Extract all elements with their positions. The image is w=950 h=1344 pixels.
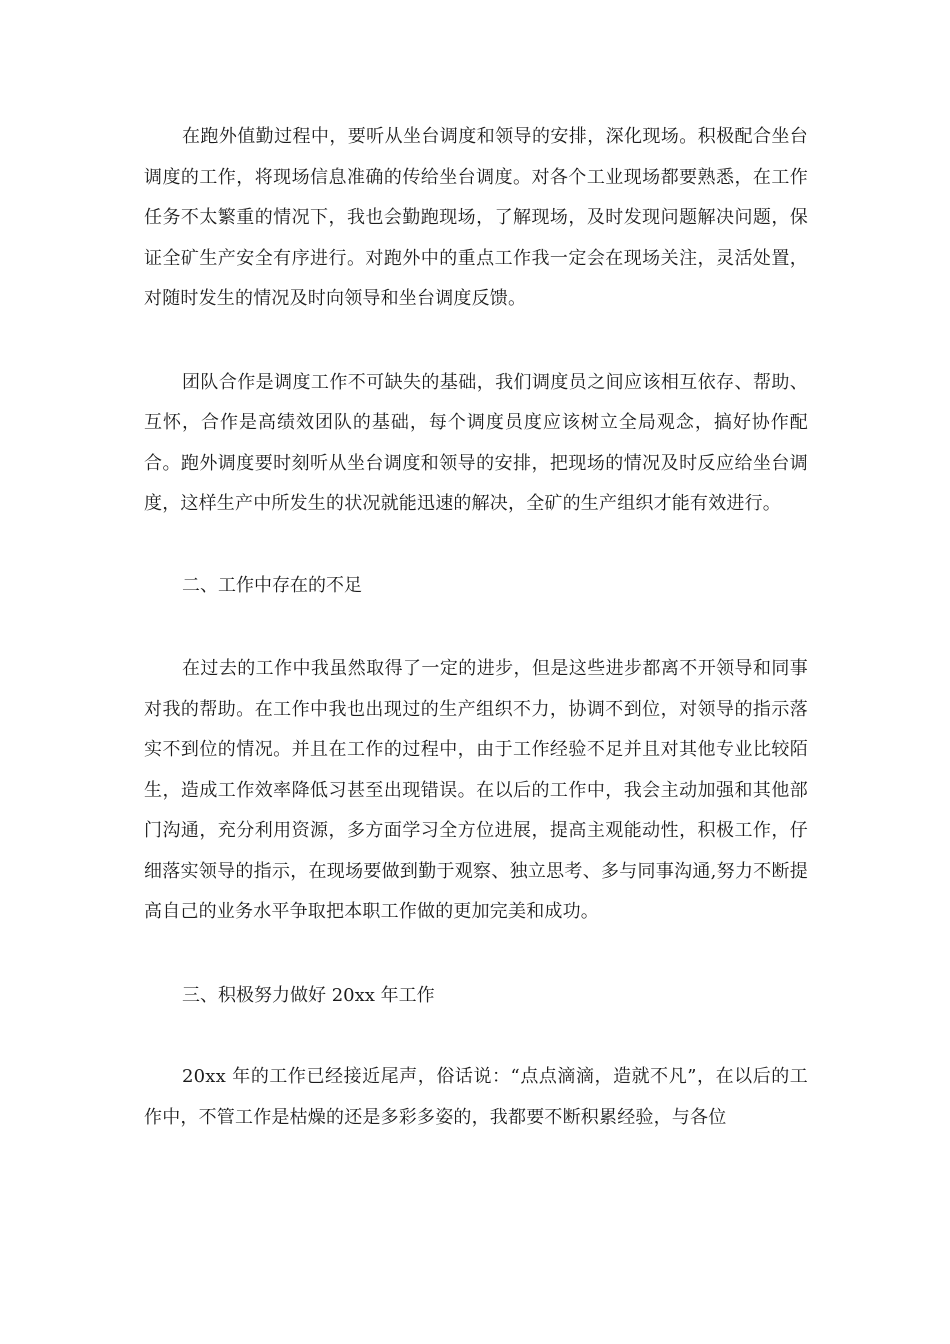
paragraph-next-year: 20xx 年的工作已经接近尾声，俗话说：“点点滴滴，造就不凡”，在以后的工作中，不管工作是枯燥的还是多彩多姿的，我都要不断积累经验，与各位 — [144, 1066, 808, 1128]
paragraph-field-duty: 在跑外值勤过程中，要听从坐台调度和领导的安排，深化现场。积极配合坐台调度的工作，将现场信息准确的传给坐台调度。对各个工业现场都要熟悉，在工作任务不太繁重的情况下，我也会勤跑现场，了解现场，及时发现问题解决问题，保证全矿生产安全有序进行。对跑外中的重点工作我一定会在现场关注，灵活处置，对随时发生的情况及时向领导和坐台调度反馈。 — [144, 126, 808, 309]
paragraph-shortcomings: 在过去的工作中我虽然取得了一定的进步，但是这些进步都离不开领导和同事对我的帮助。在工作中我也出现过的生产组织不力，协调不到位，对领导的指示落实不到位的情况。并且在工作的过程中，由于工作经验不足并且对其他专业比较陌生，造成工作效率降低习甚至出现错误。在以后的工作中，我会主动加强和其他部门沟通，充分利用资源，多方面学习全方位进展，提高主观能动性，积极工作，仔细落实领导的指示，在现场要做到勤于观察、独立思考、多与同事沟通,努力不断提高自己的业务水平争取把本职工作做的更加完美和成功。 — [144, 658, 808, 922]
paragraph-teamwork: 团队合作是调度工作不可缺失的基础，我们调度员之间应该相互依存、帮助、互怀，合作是高绩效团队的基础，每个调度员度应该树立全局观念，搞好协作配合。跑外调度要时刻听从坐台调度和领导的安排，把现场的情况及时反应给坐台调度，这样生产中所发生的状况就能迅速的解决，全矿的生产组织才能有效进行。 — [144, 371, 808, 514]
section-heading-next-year: 三、积极努力做好 20xx 年工作 — [182, 984, 435, 1006]
document-body — [144, 117, 808, 1138]
section-heading-shortcomings: 二、工作中存在的不足 — [182, 574, 362, 596]
